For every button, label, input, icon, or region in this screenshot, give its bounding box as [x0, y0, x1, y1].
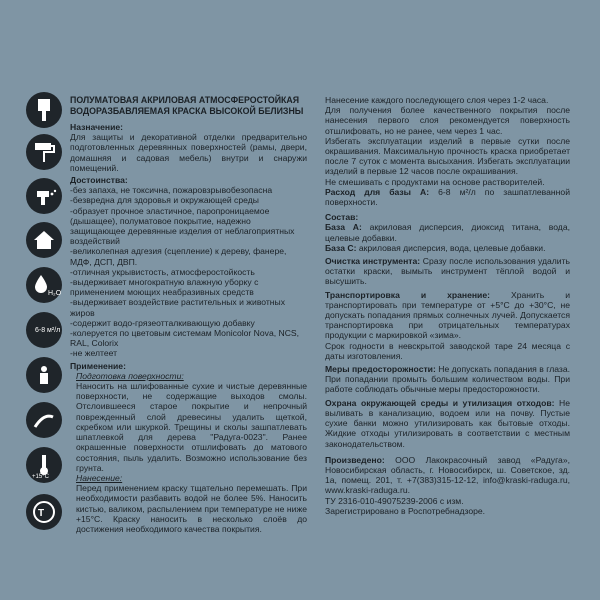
left-column [70, 95, 307, 534]
base-a-text [325, 222, 570, 242]
list-item: -великолепная адгезия (сцепление) к дереву, фанере, МДФ, ДСП, ДВП. [70, 246, 287, 267]
transport-value: Хранить и транспортировать при температуре от +5°С до +30°С, не допускать попадания прямых солнечных лучей. Допускается транспортировка при отрицательных температурах продукции с маркировкой «зима». [325, 289, 570, 341]
list-item: -безвредна для здоровья и окружающей среды [70, 195, 259, 206]
merits-heading: Достоинства: [70, 175, 128, 186]
list-item: -выдерживает многократную влажную уборку с применением моющих неабразивных средств [70, 277, 259, 298]
cleaning-value: Сразу после использования удалить остатки краски, вымыть инструмент тёплой водой и высушить. [325, 256, 571, 287]
thermometer-icon [26, 447, 62, 483]
transport-label: Транспортировка и хранение: [325, 289, 490, 300]
base-c-text [325, 243, 570, 253]
safety-value: Не допускать попадания в глаза. При попадании промыть большим количеством воды. При работе соблюдать обычные меры предосторожности. [325, 364, 570, 395]
list-item: -образует прочное эластичное, паропроницаемое (дышащее), полуматовое покрытие, надежно защищающее деревянные изделия от неблагоприятных воздействий [70, 205, 295, 247]
base-a-label: База А: [325, 222, 362, 233]
coverage-icon [26, 312, 62, 348]
apply-text: Перед применением краску тщательно перемешать. При необходимости разбавить водой не более 5%. Наносить кистью, валиком, распылением при температуре не ниже +15°С. Краску наносить в несколько слоёв до достижения необходимого качества покрытия. [76, 483, 307, 534]
brush-stroke-icon [26, 402, 62, 438]
apply-heading: Нанесение: [76, 472, 123, 483]
safety-label: Меры предосторожности: [325, 364, 436, 375]
cleaning-text [325, 256, 570, 287]
list-item: -колеруется по цветовым системам Monicolor Nova, NCS, RAL, Colorix [70, 328, 300, 349]
manufacturer-label: Произведено: [325, 454, 385, 465]
base-a-value: акриловая дисперсия, диоксид титана, вода, целевые добавки. [325, 222, 570, 243]
transport-text [325, 290, 570, 341]
merits-list [70, 185, 307, 358]
spray-gun-icon [26, 178, 62, 214]
list-item: -содержит водо-грязеотталкивающую добавку [70, 317, 255, 328]
registration-text: Зарегистрировано в Роспотребнадзоре. [325, 505, 486, 516]
consumption-label: Расход для базы А: [325, 186, 430, 197]
right-column [325, 95, 570, 516]
product-title: ПОЛУМАТОВАЯ АКРИЛОВАЯ АТМОСФЕРОСТОЙКАЯ ВОДОРАЗБАВЛЯЕМАЯ КРАСКА ВЫСОКОЙ БЕЛИЗНЫ [70, 95, 304, 116]
prep-text: Наносить на шлифованные сухие и чистые деревянные поверхности, не содержащие выходов смолы. Отслоившееся старое покрытие и непрочный поврежденный слой древесины удалить щеткой, скребком или шкуркой. Трещины и сколы зашпатлевать шпатлевкой для дерева "Радуга-0023". Ранее окрашенные поверхности отшлифовать до матового состояния, пыль удалить. Возможно использование без грунта. [76, 381, 307, 473]
safety-text [325, 364, 570, 395]
water-drop-icon [26, 267, 62, 303]
composition-heading: Состав: [325, 212, 359, 223]
paint-brush-icon [26, 92, 62, 128]
h2o-label: H₂O [48, 290, 62, 297]
usage-after-text: Избегать эксплуатации изделий в первые сутки после окрашивания. Максимальную прочность краска приобретает после 7 суток с момента высыхания. Избегать эксплуатации изделий в первые 12 часов после окрашивания. [325, 135, 570, 177]
list-item: -выдерживает воздействие растительных и животных жиров [70, 297, 286, 318]
no-solvents-text: Не смешивать с продуктами на основе растворителей. [325, 176, 545, 187]
house-icon [26, 222, 62, 258]
coverage-label: 6-8 м²/л [35, 327, 61, 334]
manufacturer-text [325, 455, 570, 496]
consumption-text [325, 187, 570, 207]
tu-text: ТУ 2316-010-49075239-2006 с изм. [325, 495, 464, 506]
environment-label: Охрана окружающей среды и утилизация отходов: [325, 397, 555, 408]
base-c-value: акриловая дисперсия, вода, целевые добавки. [358, 242, 546, 253]
use-heading: Применение: [70, 360, 126, 371]
base-c-label: База С: [325, 242, 357, 253]
list-item: -не желтеет [70, 348, 118, 359]
consumption-value: 6-8 м²/л по зашпатлеванной поверхности. [325, 186, 570, 208]
certified-icon [26, 494, 62, 530]
layer-interval-text: Нанесение каждого последующего слоя через 1-2 часа. [325, 95, 549, 105]
purpose-heading: Назначение: [70, 122, 124, 132]
list-item: -отличная укрывистость, атмосферостойкость [70, 266, 255, 277]
paint-roller-icon [26, 134, 62, 170]
list-item: -без запаха, не токсична, пожаровзрывобезопасна [70, 185, 273, 196]
cleaning-label: Очистка инструмента: [325, 256, 421, 267]
shelf-life-text: Срок годности в невскрытой заводской таре 24 месяца с даты изготовления. [325, 340, 570, 361]
diy-icon [26, 357, 62, 393]
environment-value: Не выливать в канализацию, водоем или на почву. Пустые сухие банки можно утилизировать как бытовые отходы. Жидкие отходы утилизировать в соответствии с местным законодательством. [325, 397, 571, 449]
environment-text [325, 398, 570, 449]
temp-label: +15°C [32, 474, 49, 480]
prep-heading: Подготовка поверхности: [76, 370, 184, 381]
svg-text:Т: Т [38, 508, 45, 519]
purpose-text: Для защиты и декоративной отделки предварительно подготовленных деревянных поверхностей (рамы, двери, домашняя и садовая мебель) внутри и снаружи помещений. [70, 132, 307, 173]
sanding-text: Для получения более качественного покрытия после нанесения первого слоя рекомендуется поверхность отшлифовать, но не ранее, чем через 1 час. [325, 105, 570, 136]
manufacturer-value: ООО Лакокрасочный завод «Радуга», Новосибирская область, г. Новосибирск, ш. Советское, зд. 1а, помещ. 201, т. +7(383)315-12-12, info@kraski-raduga.ru, www.kraski-raduga.ru. [325, 454, 570, 496]
